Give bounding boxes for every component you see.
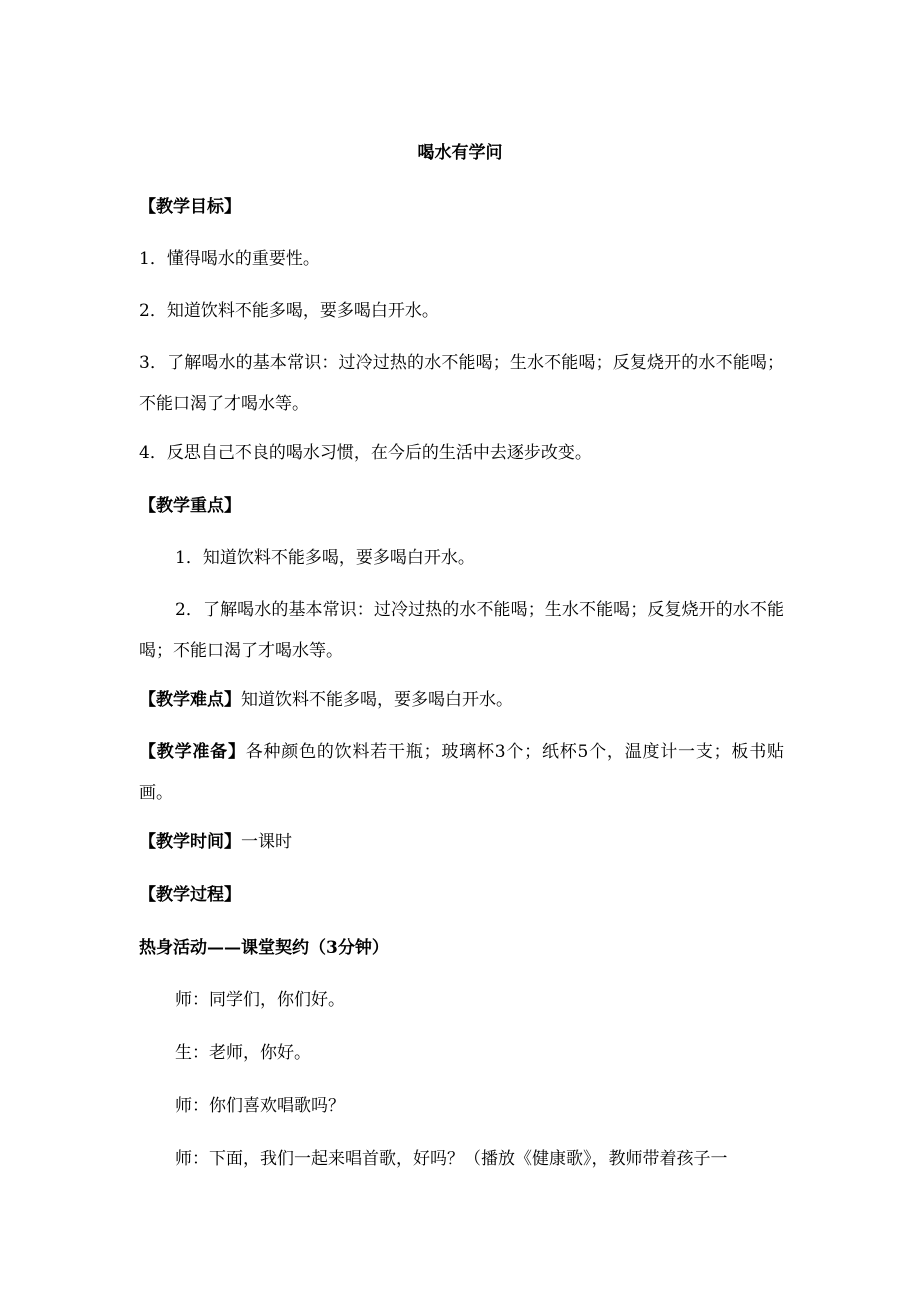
time-row bbox=[139, 830, 784, 854]
difficulty-label: 【教学难点】 bbox=[139, 690, 241, 710]
process-section-title: 热身活动——课堂契约（3分钟） bbox=[139, 938, 389, 958]
difficulty-row bbox=[139, 688, 784, 712]
preparation-text: 各种颜色的饮料若干瓶；玻璃杯3个；纸杯5个，温度计一支；板书贴画。 bbox=[139, 742, 784, 803]
key-point-item-1: 1．知道饮料不能多喝，要多喝白开水。 bbox=[175, 548, 475, 568]
preparation-label: 【教学准备】 bbox=[139, 742, 246, 762]
objective-item-2: 2．知道饮料不能多喝，要多喝白开水。 bbox=[139, 301, 439, 321]
difficulty-text: 知道饮料不能多喝，要多喝白开水。 bbox=[241, 690, 513, 710]
document-title: 喝水有学问 bbox=[417, 143, 503, 163]
objectives-heading: 【教学目标】 bbox=[139, 197, 241, 217]
time-text: 一课时 bbox=[241, 832, 292, 852]
dialogue-line-4: 师：下面，我们一起来唱首歌，好吗？（播放《健康歌》，教师带着孩子一 bbox=[175, 1149, 728, 1169]
process-heading: 【教学过程】 bbox=[139, 885, 241, 905]
dialogue-line-3: 师：你们喜欢唱歌吗？ bbox=[175, 1096, 345, 1116]
dialogue-line-1: 师：同学们，你们好。 bbox=[175, 990, 345, 1010]
key-points-heading: 【教学重点】 bbox=[139, 496, 241, 516]
objective-item-1: 1．懂得喝水的重要性。 bbox=[139, 249, 320, 269]
preparation-row bbox=[139, 732, 784, 814]
objective-item-4: 4．反思自己不良的喝水习惯，在今后的生活中去逐步改变。 bbox=[139, 443, 592, 463]
key-point-item-2: 2．了解喝水的基本常识：过冷过热的水不能喝；生水不能喝；反复烧开的水不能喝；不能口渴了才喝水等。 bbox=[139, 600, 784, 661]
time-label: 【教学时间】 bbox=[139, 832, 241, 852]
dialogue-line-2: 生：老师，你好。 bbox=[175, 1043, 311, 1063]
objective-item-3: 3．了解喝水的基本常识：过冷过热的水不能喝；生水不能喝；反复烧开的水不能喝；不能口渴了才喝水等。 bbox=[139, 353, 784, 414]
